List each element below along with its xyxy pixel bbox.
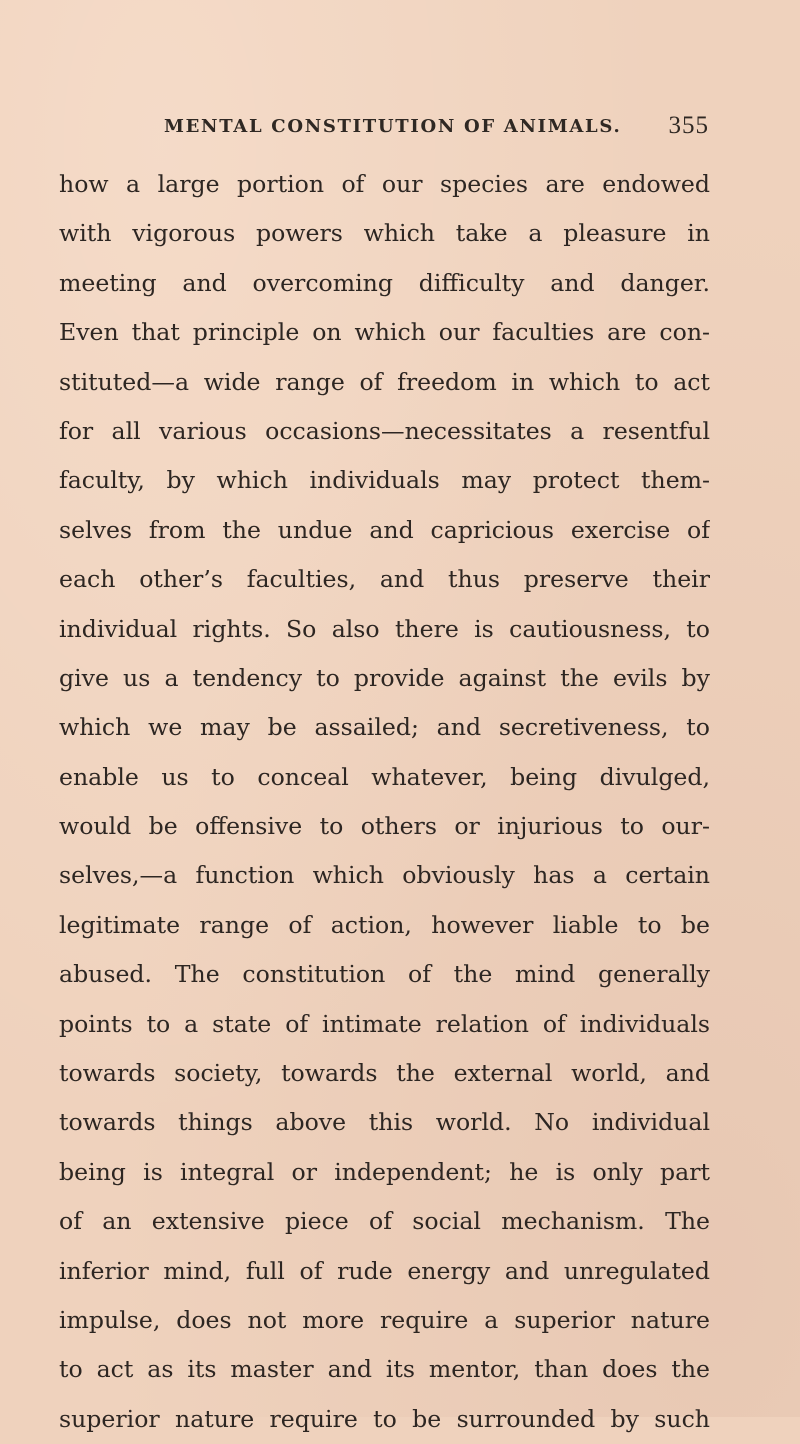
text-line: of an extensive piece of social mechanism. The: [59, 1207, 710, 1236]
text-line: impulse, does not more require a superior nature: [59, 1305, 710, 1334]
text-line: legitimate range of action, however liable to be: [59, 910, 710, 939]
page-number: 355: [668, 112, 709, 139]
text-line: towards things above this world. No individual: [59, 1108, 710, 1137]
text-line: would be offensive to others or injurious to our-: [59, 812, 710, 841]
text-line: inferior mind, full of rude energy and unregulated: [59, 1256, 710, 1285]
text-line: selves,—a function which obviously has a certain: [59, 861, 710, 890]
text-line: being is integral or independent; he is only part: [59, 1157, 710, 1186]
text-line: enable us to conceal whatever, being divulged,: [59, 762, 710, 791]
running-title: MENTAL CONSTITUTION OF ANIMALS.: [164, 115, 622, 137]
text-line: how a large portion of our species are endowed: [59, 170, 710, 198]
text-line: points to a state of intimate relation of individuals: [59, 1009, 710, 1038]
text-line: meeting and overcoming difficulty and danger.: [59, 268, 710, 297]
text-line: stituted—a wide range of freedom in which to act: [59, 367, 710, 396]
text-line: towards society, towards the external world, and: [59, 1059, 710, 1088]
text-line: abused. The constitution of the mind generally: [59, 960, 710, 989]
body-text: [59, 160, 710, 1433]
text-line: selves from the undue and capricious exercise of: [59, 515, 710, 544]
running-head: [164, 106, 709, 146]
text-line: superior nature require to be surrounded by such: [59, 1404, 710, 1433]
text-line: which we may be assailed; and secretiveness, to: [59, 713, 710, 742]
text-line: faculty, by which individuals may protect them-: [59, 466, 710, 495]
text-line: for all various occasions—necessitates a resentful: [59, 416, 710, 445]
text-line: with vigorous powers which take a pleasure in: [59, 219, 710, 248]
text-line: to act as its master and its mentor, than does the: [59, 1355, 710, 1384]
text-line: each other’s faculties, and thus preserve their: [59, 565, 710, 594]
text-line: Even that principle on which our faculties are con-: [59, 318, 710, 347]
text-line: individual rights. So also there is cautiousness, to: [59, 614, 710, 643]
text-line: give us a tendency to provide against the evils by: [59, 663, 710, 692]
